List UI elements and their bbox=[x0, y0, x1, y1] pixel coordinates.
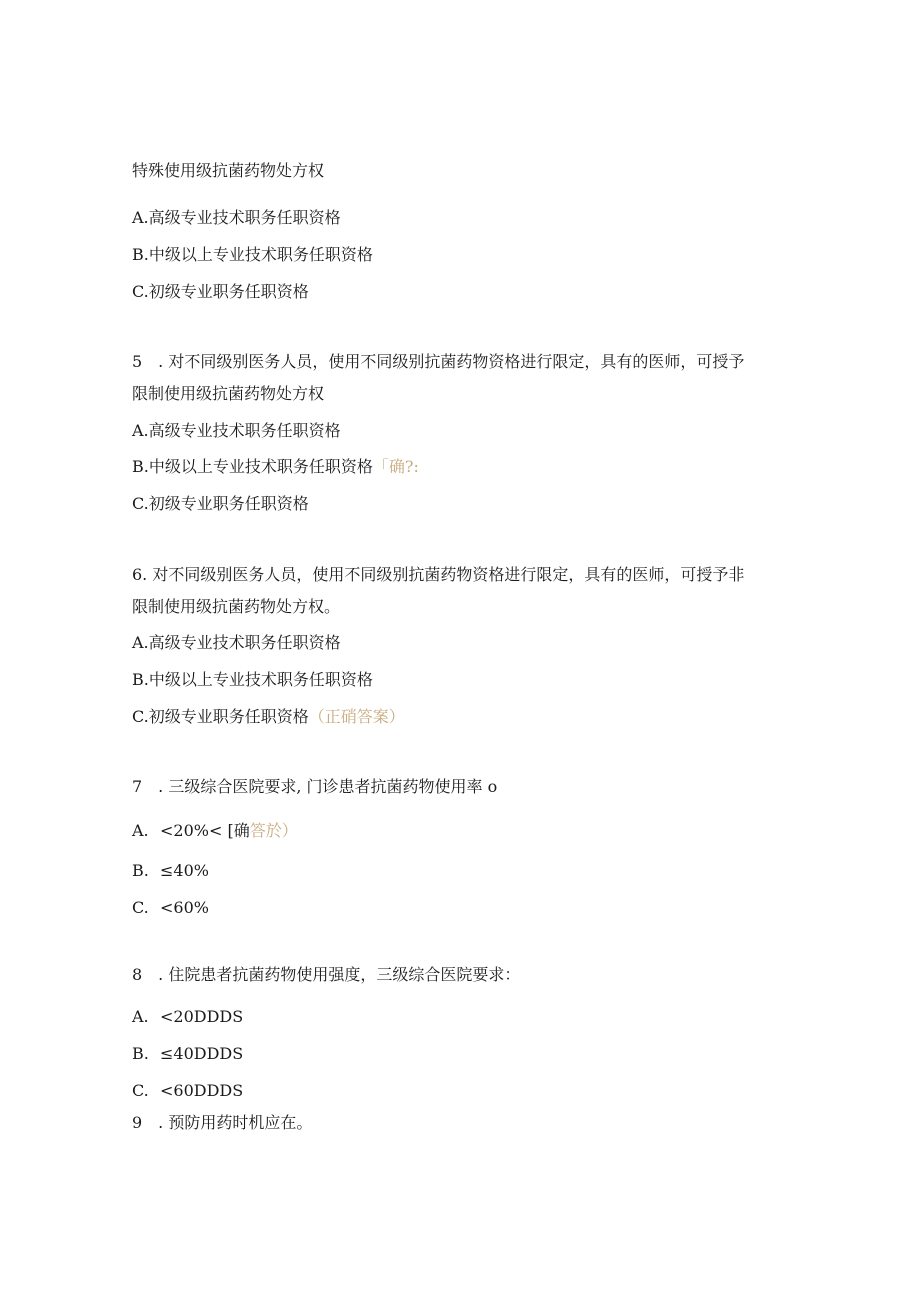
option-letter: B. bbox=[132, 1044, 149, 1063]
question-9: 9 . 预防用药时机应在。 bbox=[132, 1113, 313, 1132]
question-7-option-b bbox=[132, 860, 209, 882]
option-letter: C. bbox=[132, 1081, 149, 1100]
option-text: <60% bbox=[160, 898, 209, 917]
answer-mark: （正硝答案） bbox=[308, 707, 405, 726]
question-6-line-1: 6. 对不同级别医务人员，使用不同级别抗菌药物资格进行限定，具有的医师，可授予非 bbox=[132, 565, 745, 584]
answer-mark: 「确?: bbox=[372, 457, 419, 476]
question-6-option-b: B.中级以上专业技术职务任职资格 bbox=[132, 670, 373, 689]
question-6-option-c bbox=[132, 706, 405, 728]
question-5-option-b bbox=[132, 456, 419, 478]
option-a: A.高级专业技术职务任职资格 bbox=[132, 208, 341, 227]
option-letter: B. bbox=[132, 861, 149, 880]
option-c: C.初级专业职务任职资格 bbox=[132, 282, 309, 301]
option-c-text: C.初级专业职务任职资格 bbox=[132, 707, 309, 726]
question-5-line-2: 限制使用级抗菌药物处方权 bbox=[132, 384, 325, 403]
question-6-option-a: A.高级专业技术职务任职资格 bbox=[132, 633, 341, 652]
question-8: 8 . 住院患者抗菌药物使用强度，三级综合医院要求： bbox=[132, 965, 521, 984]
question-5-option-a: A.高级专业技术职务任职资格 bbox=[132, 421, 341, 440]
question-5-line-1: 5 . 对不同级别医务人员，使用不同级别抗菌药物资格进行限定，具有的医师，可授予 bbox=[132, 352, 745, 371]
question-8-option-b bbox=[132, 1043, 243, 1065]
question-5-option-c: C.初级专业职务任职资格 bbox=[132, 494, 309, 513]
option-letter: A. bbox=[132, 821, 149, 840]
question-7: 7 . 三级综合医院要求, 门诊患者抗菌药物使用率 o bbox=[132, 777, 498, 796]
option-text: <20DDDS bbox=[160, 1007, 244, 1026]
answer-mark: 答於） bbox=[249, 821, 298, 840]
option-b: B.中级以上专业技术职务任职资格 bbox=[132, 245, 373, 264]
option-letter: C. bbox=[132, 898, 149, 917]
option-text: ≤40DDDS bbox=[160, 1044, 244, 1063]
option-text: <20%< [确 bbox=[160, 821, 250, 840]
option-letter: A. bbox=[132, 1007, 149, 1026]
question-8-option-c bbox=[132, 1080, 243, 1102]
question-8-option-a bbox=[132, 1006, 243, 1028]
question-stem-line: 特殊使用级抗菌药物处方权 bbox=[132, 161, 325, 180]
option-text: <60DDDS bbox=[160, 1081, 244, 1100]
question-7-option-c bbox=[132, 897, 209, 919]
question-6-line-2: 限制使用级抗菌药物处方权。 bbox=[132, 597, 341, 616]
question-7-option-a bbox=[132, 820, 298, 842]
option-text: ≤40% bbox=[160, 861, 209, 880]
option-b-text: B.中级以上专业技术职务任职资格 bbox=[132, 457, 373, 476]
